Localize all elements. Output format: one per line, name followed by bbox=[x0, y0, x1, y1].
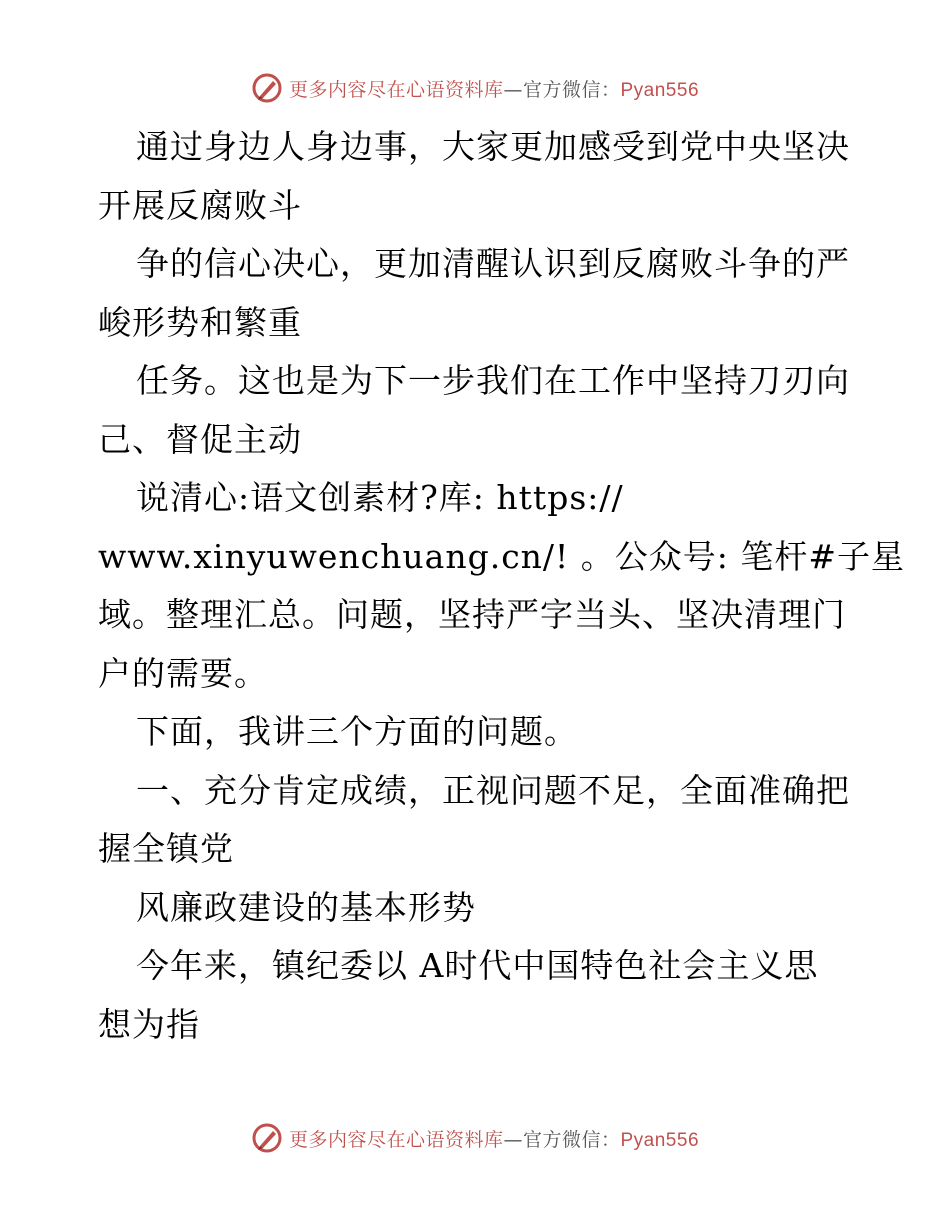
banner-text bbox=[289, 75, 699, 102]
banner-main: 更多内容尽在心语资料库 bbox=[288, 78, 504, 101]
banner-main: 更多内容尽在心语资料库 bbox=[288, 1128, 504, 1151]
text-line: 域。整理汇总。问题，坚持严字当头、坚决清理门 bbox=[98, 595, 846, 634]
banner-wechat-label: 官方微信： bbox=[522, 78, 621, 101]
banner-wechat-id: Pyan556 bbox=[620, 79, 700, 101]
pen-logo-icon bbox=[251, 1122, 283, 1154]
banner-dash: — bbox=[503, 78, 523, 101]
text-line: 想为指 bbox=[98, 1004, 200, 1044]
text-line: 说清心:语文创素材?库: https:// bbox=[136, 478, 624, 517]
text-line: 峻形势和繁重 bbox=[98, 302, 302, 342]
banner-dash: — bbox=[503, 1128, 523, 1151]
footer-banner bbox=[0, 1122, 950, 1154]
text-line: 争的信心决心，更加清醒认识到反腐败斗争的严 bbox=[136, 244, 850, 283]
text-line: 开展反腐败斗 bbox=[98, 185, 302, 225]
text-line: www.xinyuwenchuang.cn/! 。公众号: 笔杆#子星 bbox=[98, 536, 906, 576]
text-line: 己、督促主动 bbox=[98, 419, 302, 459]
banner-wechat-id: Pyan556 bbox=[620, 1129, 700, 1151]
text-line: 任务。这也是为下一步我们在工作中坚持刀刃向 bbox=[136, 361, 850, 400]
document-body bbox=[98, 118, 906, 1054]
text-line: 风廉政建设的基本形势 bbox=[136, 887, 476, 927]
text-line: 户的需要。 bbox=[98, 653, 268, 693]
text-line: 下面，我讲三个方面的问题。 bbox=[136, 712, 578, 751]
text-line: 一、充分肯定成绩，正视问题不足，全面准确把 bbox=[136, 770, 850, 810]
text-line: 今年来，镇纪委以 A时代中国特色社会主义思 bbox=[136, 946, 819, 985]
pen-logo-icon bbox=[251, 72, 283, 104]
banner-wechat-label: 官方微信： bbox=[522, 1128, 621, 1151]
text-line: 通过身边人身边事，大家更加感受到党中央坚决 bbox=[136, 127, 850, 166]
header-banner bbox=[0, 72, 950, 104]
banner-text bbox=[289, 1125, 699, 1152]
text-line: 握全镇党 bbox=[98, 829, 234, 868]
